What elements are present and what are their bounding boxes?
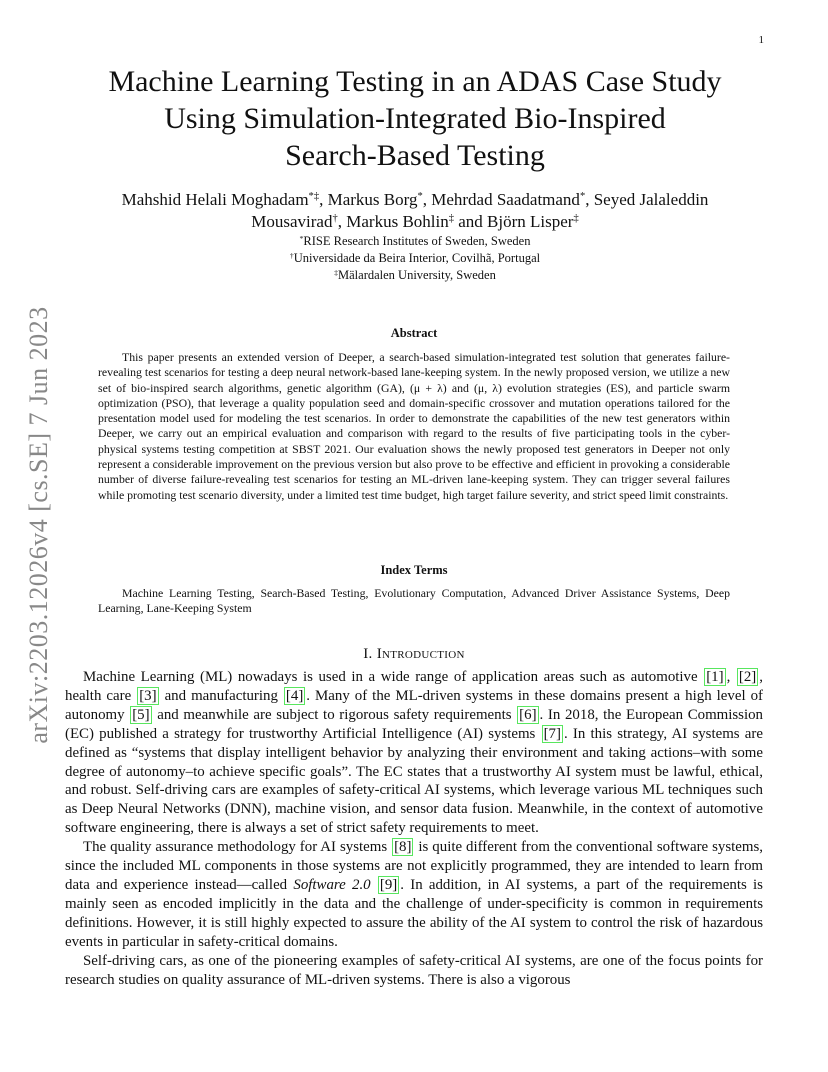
text-run: and manufacturing — [159, 687, 283, 704]
affiliations — [160, 233, 670, 283]
affiliation-text: Universidade da Beira Interior, Covilhã, Portugal — [293, 250, 541, 265]
text-run: Machine Learning (ML) nowadays is used in a wide range of application areas such as automotive — [83, 669, 704, 685]
introduction-body — [65, 668, 763, 989]
affiliation — [160, 267, 670, 284]
text-run: is quite different from the conventional software systems, since the included ML components in those systems are not explicitly programmed, they are intended to learn from data and experience instead—called — [65, 839, 763, 893]
arxiv-identifier: arXiv:2203.12026v4 [cs.SE] 7 Jun 2023 — [24, 306, 53, 744]
title-line: Machine Learning Testing in an ADAS Case Study — [108, 65, 722, 98]
index-terms-text: Machine Learning Testing, Search-Based Testing, Evolutionary Computation, Advanced Driver Assistance Systems, Deep Learning, Lane-Keeping System — [98, 586, 730, 616]
affiliation-mark: † — [289, 250, 294, 260]
page-number: 1 — [758, 34, 764, 46]
author-line-2 — [60, 211, 770, 233]
title-line: Search-Based Testing — [285, 138, 545, 172]
text-run: Self-driving cars, as one of the pioneering examples of safety-critical AI systems, are one of the focus points for research studies on quality assurance of ML-driven systems. There is also a vigorous — [65, 952, 763, 988]
paragraph — [65, 838, 763, 951]
arxiv-sidebar-stamp — [18, 300, 60, 750]
affiliation-text: Mälardalen University, Sweden — [338, 267, 496, 282]
citation-link[interactable]: [4] — [285, 687, 304, 704]
citation-link[interactable]: [9] — [379, 876, 398, 893]
author-name: , Markus Borg — [319, 190, 418, 209]
text-run: . Many of the ML-driven systems in these domains present a high level of autonomy — [65, 687, 763, 723]
author-list — [60, 189, 770, 233]
index-terms-body — [98, 586, 730, 617]
text-run: , — [726, 669, 736, 685]
abstract-heading: Abstract — [390, 326, 438, 340]
text-run: . In addition, in AI systems, a part of the requirements is mainly seen as encoded implicitly in the data and the challenge of under-specificity is common in requirements definitions. However, it is still highly expected to assure the ability of the AI system to control the risk of hazardous events in particular in safety-critical domains. — [65, 876, 763, 950]
abstract-text: evolution strategies (ES), and particle swarm optimization (PSO), that leverage a quality population seed and domain-specific crossover and mutation operations tailored for the presentation model used for modeling the test scenarios. In order to demonstrate the capabilities of the new test generators within Deeper, we carry out an empirical evaluation and comparison with regard to the results of five participating tools in the cyber-physical systems testing competition at SBST 2021. Our evaluation shows the newly proposed test generators in Deeper not only represent a considerable improvement on the previous version but also prove to be effective and efficient in provoking a considerable number of diverse failure-revealing test scenarios for testing an ML-driven lane-keeping system. They can trigger several failures while promoting test scenario diversity, under a limited test time budget, high target failure severity, and strict speed limit constraints. — [98, 380, 731, 502]
citation-link[interactable]: [1] — [706, 669, 724, 685]
author-name: Mousavirad — [251, 212, 333, 232]
citation-link[interactable]: [7] — [543, 725, 561, 742]
author-line-1 — [60, 189, 770, 211]
text-run: , health care — [65, 669, 763, 704]
affiliation-mark: ‡ — [334, 267, 339, 277]
affiliation-mark: * — [299, 233, 304, 243]
section-heading-introduction — [64, 646, 764, 663]
section-number: I. — [363, 646, 373, 662]
citation-link[interactable]: [6] — [519, 706, 537, 723]
author-name: and Björn Lisper — [454, 212, 574, 232]
title-line: Using Simulation-Integrated Bio-Inspired — [164, 101, 666, 135]
abstract-paragraph — [98, 350, 730, 503]
text-run — [371, 877, 377, 893]
author-name: , Markus Bohlin — [337, 212, 449, 232]
section-title-initial: I — [376, 646, 382, 662]
abstract-text: This paper presents an extended version of Deeper, a search-based simulation-integrated test solution that generates failure-revealing test scenarios for testing a deep neural network-based lane-keeping system. In the newly proposed version, we utilize a new set of bio-inspired search algorithms, genetic algorithm (GA), — [98, 350, 730, 395]
text-run: The quality assurance methodology for AI systems — [83, 839, 392, 856]
text-run: . In this strategy, AI systems are defined as “systems that display intelligent behavior by analyzing their environment and taking actions–with some degree of autonomy–to achieve specific goals”. The EC states that a trustworthy AI system must be lawful, ethical, and robust. Self-driving cars are examples of safety-critical AI systems, which leverage various ML techniques such as Deep Neural Networks (DNN), machine vision, and sensor data fusion. Meanwhile, in the context of automotive software engineering, there is always a set of strict safety requirements to meet. — [65, 725, 763, 837]
abstract-body — [98, 350, 730, 503]
emphasized-term: Software 2.0 — [293, 876, 371, 893]
index-terms-heading: Index Terms — [380, 563, 448, 577]
affiliation-text: RISE Research Institutes of Sweden, Sweden — [303, 234, 531, 248]
paragraph — [65, 668, 763, 838]
affiliation-mark: ‡ — [573, 213, 579, 225]
author-name: , Mehrdad Saadatmand — [422, 190, 580, 209]
math-mu-comma-lambda: (μ, λ) — [473, 380, 502, 395]
citation-link[interactable]: [8] — [394, 839, 412, 856]
abstract-text: and — [451, 380, 469, 395]
affiliation-mark: *‡ — [308, 191, 320, 203]
affiliation-mark: * — [417, 191, 423, 203]
affiliation-mark: ‡ — [448, 213, 454, 225]
citation-link[interactable]: [2] — [738, 669, 757, 685]
affiliation — [160, 233, 670, 250]
author-name: , Seyed Jalaleddin — [585, 190, 709, 209]
math-mu-plus-lambda: (μ + λ) — [409, 380, 447, 395]
citation-link[interactable]: [5] — [132, 706, 150, 723]
affiliation-mark: * — [579, 191, 586, 203]
text-run: and meanwhile are subject to rigorous safety requirements — [152, 706, 517, 723]
text-run: . In 2018, the European Commission (EC) published a strategy for trustworthy Artificial Intelligence (AI) systems — [65, 706, 763, 742]
paragraph — [65, 952, 763, 990]
paper-title — [60, 64, 770, 175]
citation-link[interactable]: [3] — [139, 687, 157, 704]
affiliation — [160, 250, 670, 267]
author-name: Mahshid Helali Moghadam — [121, 190, 309, 209]
section-title-rest: ntroduction — [381, 646, 465, 662]
affiliation-mark: † — [332, 213, 338, 225]
